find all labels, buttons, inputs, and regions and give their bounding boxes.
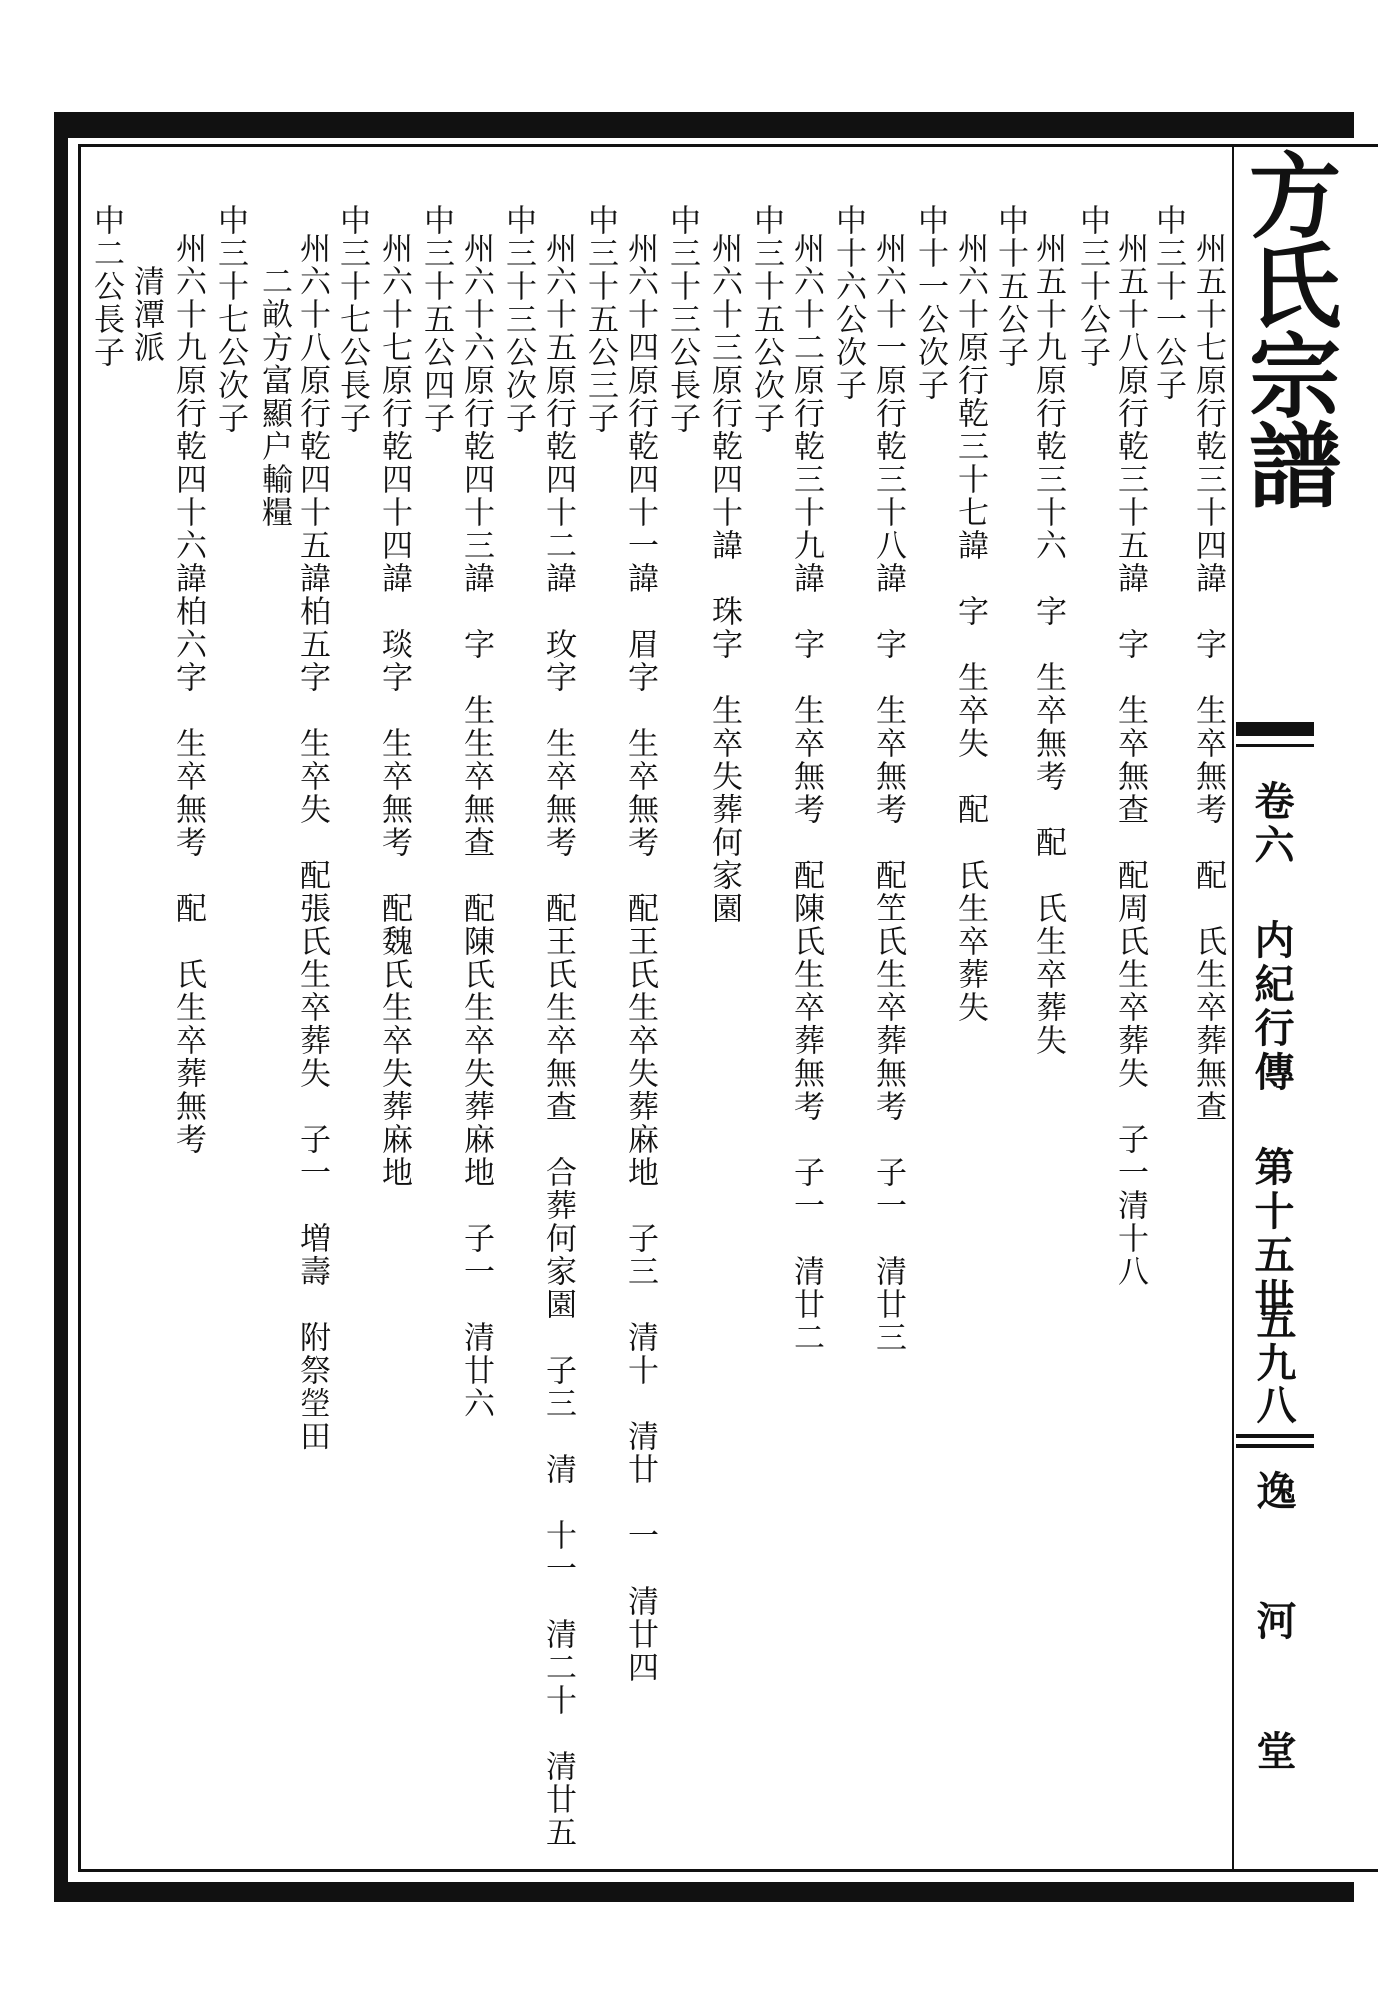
text-column: 中三十一公子 <box>1150 204 1186 402</box>
text-column: 中三十公子 <box>1074 204 1110 369</box>
page-number: 五九八 <box>1250 1300 1297 1426</box>
text-column: 州五十七原行乾三十四諱 字 生卒無考 配 氏生卒葬無查 <box>1190 232 1226 1123</box>
text-column: 州六十六原行乾四十三諱 字 生生卒無查 配陳氏生卒失葬麻地 子一 清廿六 <box>458 232 494 1420</box>
text-column: 州六十八原行乾四十五諱柏五字 生卒失 配張氏生卒葬失 子一 増壽 附祭塋田 <box>294 232 330 1453</box>
text-column: 州六十二原行乾三十九諱 字 生卒無考 配陳氏生卒葬無考 子一 清廿二 <box>788 232 824 1354</box>
text-column: 州六十原行乾三十七諱 字 生卒失 配 氏生卒葬失 <box>952 232 988 1024</box>
text-column: 州六十九原行乾四十六諱柏六字 生卒無考 配 氏生卒葬無考 <box>170 232 206 1156</box>
text-column: 中三十七公長子 <box>334 204 370 435</box>
text-column: 中三十五公三子 <box>582 204 618 435</box>
text-column: 中三十五公四子 <box>418 204 454 435</box>
text-column: 清潭派 <box>128 232 164 364</box>
text-column: 州六十四原行乾四十一諱 眉字 生卒無考 配王氏生卒失葬麻地 子三 清十 清廿 一 清廿四 <box>622 232 658 1684</box>
text-column: 中三十五公次子 <box>748 204 784 435</box>
text-column: 州六十五原行乾四十二諱 玫字 生卒無考 配王氏生卒無查 合葬何家園 子三 清 十一 清二十 清廿五 <box>540 232 576 1849</box>
hall-rule-2 <box>1236 1444 1314 1448</box>
text-column: 州六十七原行乾四十四諱 琰字 生卒無考 配魏氏生卒失葬麻地 <box>376 232 412 1189</box>
volume-label: 卷六 内紀行傳 第十五世 <box>1248 780 1295 1322</box>
text-column: 中三十三公次子 <box>500 204 536 435</box>
book-title: 方氏宗譜 <box>1234 148 1342 508</box>
text-column: 中二公長子 <box>88 204 124 369</box>
text-column: 州六十一原行乾三十八諱 字 生卒無考 配笁氏生卒葬無考 子一 清廿三 <box>870 232 906 1354</box>
hall-rule <box>1236 1434 1314 1438</box>
hall-name: 逸河堂 <box>1250 1470 1297 1860</box>
text-column: 中三十七公次子 <box>212 204 248 435</box>
text-column: 州六十三原行乾四十諱 珠字 生卒失葬何家園 <box>706 232 742 925</box>
text-column: 中三十三公長子 <box>664 204 700 435</box>
text-column: 中十一公次子 <box>912 204 948 402</box>
text-column: 中十五公子 <box>992 204 1028 369</box>
text-column: 二畝方富顯户輸糧 <box>256 232 292 529</box>
text-column: 州五十八原行乾三十五諱 字 生卒無查 配周氏生卒葬失 子一清十八 <box>1112 232 1148 1288</box>
title-rule <box>1236 722 1314 736</box>
title-rule-thin <box>1236 744 1314 747</box>
text-column: 州五十九原行乾三十六 字 生卒無考 配 氏生卒葬失 <box>1030 232 1066 1057</box>
text-column: 中十六公次子 <box>830 204 866 402</box>
